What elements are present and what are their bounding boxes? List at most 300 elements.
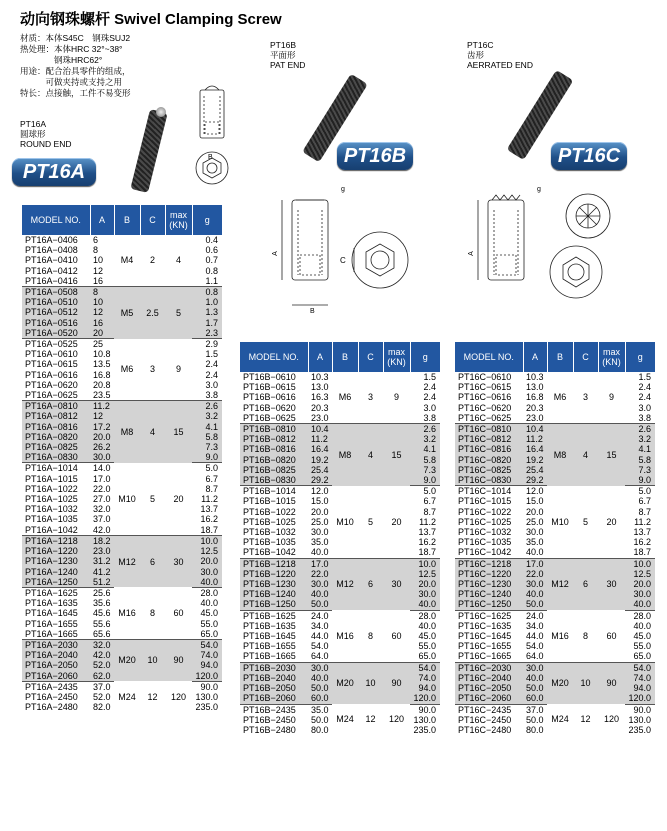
cell-g: 2.6: [625, 424, 655, 435]
cell-a: 11.2: [308, 434, 332, 444]
cell-g: 12.5: [410, 569, 440, 579]
cell-a: 23.5: [93, 390, 111, 401]
cell-model: PT16A−0816: [22, 422, 90, 432]
cell-max: 90: [598, 662, 625, 704]
cell-a: 16: [93, 275, 104, 286]
cell-model: PT16C−1220: [455, 569, 523, 579]
col-header-a: A: [90, 205, 114, 235]
cell-a: 52.0: [90, 660, 114, 670]
cell-model: PT16B−1218: [240, 558, 308, 569]
cell-a: 29.2: [308, 475, 332, 486]
cell-model: PT16A−1022: [25, 483, 78, 494]
cell-c: 3: [367, 392, 373, 403]
cell-b: M10: [118, 493, 136, 504]
cell-model: PT16C−2060: [455, 693, 523, 704]
cell-g: 16.2: [633, 537, 651, 548]
cell-model: PT16C−1035: [458, 537, 512, 548]
cell-g: 1.7: [192, 318, 222, 328]
cell-a: 18.2: [90, 535, 114, 546]
cell-b: M20: [332, 662, 358, 704]
cell-model: PT16B−1032: [243, 527, 296, 538]
cell-a: 16.3: [311, 392, 329, 403]
cell-b: M8: [332, 424, 358, 486]
cell-model: PT16A−1015: [25, 473, 78, 484]
cell-g: 20.0: [625, 579, 655, 589]
cell-a: 10.3: [311, 372, 329, 382]
col-header-model: MODEL NO.: [22, 205, 90, 235]
cell-model: PT16B−1015: [243, 496, 296, 507]
spec-notes: [20, 33, 131, 99]
cell-a: 54.0: [311, 641, 329, 652]
cell-g: 11.2: [634, 516, 651, 527]
cell-a: 10.4: [523, 424, 547, 435]
cell-a: 44.0: [311, 631, 329, 642]
col-header-b: B: [114, 205, 140, 235]
product-badge-a: PT16A: [12, 158, 96, 186]
table-row: [22, 401, 222, 412]
cell-model: PT16C−1240: [455, 589, 523, 599]
cell-model: PT16C−1230: [455, 579, 523, 589]
cell-a: 22.0: [523, 569, 547, 579]
table-row: [455, 704, 655, 715]
cell-model: PT16A−0412: [25, 265, 78, 276]
cell-model: PT16B−1665: [243, 651, 296, 662]
cell-b: M8: [547, 424, 573, 486]
cell-a: 55.6: [93, 618, 111, 629]
cell-model: PT16A−0830: [22, 452, 90, 463]
cell-model: PT16A−1625: [25, 587, 78, 598]
cell-model: PT16C−0620: [458, 402, 512, 413]
table-row: [240, 662, 440, 673]
cell-c: 5: [149, 493, 155, 504]
cell-model: PT16A−1014: [25, 463, 78, 474]
cell-c: 12: [365, 714, 376, 725]
cell-a: 40.0: [308, 673, 332, 683]
cell-model: PT16C−1218: [455, 558, 523, 569]
cell-model: PT16A−1042: [25, 524, 78, 535]
cell-max: 9: [608, 392, 614, 403]
cell-g: 10.0: [625, 558, 655, 569]
cell-model: PT16C−1022: [458, 506, 512, 517]
cell-model: PT16B−1240: [240, 589, 308, 599]
cell-g: 55.0: [200, 618, 218, 629]
cell-a: 62.0: [90, 671, 114, 682]
cell-model: PT16C−0816: [455, 444, 523, 454]
cell-g: 74.0: [192, 650, 222, 660]
cell-a: 16.8: [93, 369, 111, 380]
cell-model: PT16A−1655: [25, 618, 78, 629]
cell-b: M6: [553, 392, 567, 403]
cell-model: PT16B−0620: [243, 402, 296, 413]
cell-model: PT16B−1025: [243, 516, 296, 527]
cell-g: 28.0: [418, 610, 436, 621]
cell-g: 40.0: [410, 599, 440, 610]
cell-max: 20: [391, 516, 402, 527]
cell-g: 28.0: [200, 587, 218, 598]
cell-a: 20.3: [526, 402, 544, 413]
cell-g: 2.4: [638, 382, 651, 393]
cell-model: PT16C−0820: [455, 455, 523, 465]
cell-model: PT16A−0610: [25, 349, 78, 360]
cell-a: 8: [90, 287, 114, 298]
cell-model: PT16C−1655: [458, 641, 512, 652]
cell-model: PT16C−2450: [458, 714, 512, 725]
cell-b: M4: [120, 255, 134, 266]
cell-a: 30.0: [523, 579, 547, 589]
cell-g: 16.2: [200, 514, 218, 525]
cell-g: 9.0: [625, 475, 655, 486]
cell-a: 8: [93, 245, 99, 256]
col-header-max: max (KN): [598, 342, 625, 372]
cell-g: 5.8: [410, 455, 440, 465]
cell-model: PT16C−0610: [458, 372, 512, 382]
cell-g: 45.0: [633, 631, 651, 642]
cell-g: 65.0: [633, 651, 651, 662]
table-row: [240, 610, 440, 621]
cell-g: 1.5: [423, 372, 436, 382]
cell-a: 44.0: [526, 631, 544, 642]
cell-g: 65.0: [418, 651, 436, 662]
cell-g: 2.4: [205, 369, 218, 380]
cell-g: 2.4: [638, 392, 651, 403]
cell-a: 12: [93, 265, 104, 276]
cell-model: PT16C−0625: [458, 412, 512, 423]
cell-a: 35.0: [311, 704, 329, 715]
cell-model: PT16A−1665: [25, 628, 78, 639]
cell-model: PT16B−1655: [243, 641, 296, 652]
cell-c: 10: [573, 662, 598, 704]
col-header-b: B: [547, 342, 573, 372]
cell-model: PT16A−1645: [25, 608, 78, 619]
cell-model: PT16A−0520: [22, 328, 90, 339]
cell-model: PT16C−1625: [458, 610, 512, 621]
cell-model: PT16A−2060: [22, 671, 90, 682]
drawing-b: [272, 180, 422, 325]
cell-g: 1.5: [638, 372, 651, 382]
table-row: [240, 372, 440, 382]
cell-model: PT16C−2050: [455, 683, 523, 693]
col-header-c: C: [573, 342, 598, 372]
cell-c: 4: [358, 424, 383, 486]
cell-a: 50.0: [308, 599, 332, 610]
cell-g: 90.0: [633, 704, 651, 715]
cell-g: 8.7: [638, 506, 651, 517]
cell-a: 82.0: [93, 702, 111, 713]
cell-b: M12: [114, 535, 140, 587]
product-code: PT16C: [467, 40, 494, 50]
cell-g: 3.8: [638, 412, 651, 423]
cell-a: 17.0: [308, 558, 332, 569]
cell-model: PT16C−0810: [455, 424, 523, 435]
cell-g: 18.7: [418, 547, 436, 558]
cell-model: PT16C−0616: [458, 392, 512, 403]
cell-a: 35.0: [526, 537, 544, 548]
cell-g: 2.6: [410, 424, 440, 435]
cell-b: M6: [338, 392, 352, 403]
cell-a: 45.6: [93, 608, 111, 619]
cell-a: 10: [93, 255, 104, 266]
cell-model: PT16A−2030: [22, 639, 90, 650]
col-header-g: g: [410, 342, 440, 372]
cell-model: PT16C−1014: [458, 486, 512, 497]
cell-max: 30: [165, 535, 192, 587]
cell-g: 12.5: [625, 569, 655, 579]
cell-g: 1.1: [205, 275, 218, 286]
cell-b: M5: [114, 287, 140, 339]
cell-g: 2.9: [205, 339, 218, 350]
cell-a: 10: [90, 297, 114, 307]
cell-model: PT16B−1645: [243, 631, 296, 642]
cell-g: 4.1: [625, 444, 655, 454]
cell-a: 23.0: [311, 412, 329, 423]
cell-model: PT16A−1230: [22, 556, 90, 566]
cell-a: 80.0: [311, 724, 329, 735]
cell-model: PT16B−0812: [240, 434, 308, 444]
cell-model: PT16C−1025: [458, 516, 512, 527]
cell-g: 2.4: [423, 392, 436, 403]
col-header-c: C: [140, 205, 165, 235]
cell-a: 64.0: [526, 651, 544, 662]
cell-b: M24: [118, 691, 136, 702]
cell-c: 4: [140, 401, 165, 463]
cell-max: 5: [165, 287, 192, 339]
cell-g: 0.8: [192, 287, 222, 298]
cell-a: 17.2: [90, 422, 114, 432]
cell-g: 235.0: [413, 724, 436, 735]
cell-model: PT16A−2435: [25, 681, 78, 692]
table-row: [240, 424, 440, 435]
cell-model: PT16C−1645: [458, 631, 512, 642]
cell-model: PT16A−0615: [25, 359, 78, 370]
cell-g: 30.0: [410, 589, 440, 599]
table-row: [240, 558, 440, 569]
product-name-cn: 平面形: [270, 50, 296, 60]
cell-model: PT16C−2435: [458, 704, 512, 715]
cell-a: 19.2: [308, 455, 332, 465]
cell-g: 54.0: [410, 662, 440, 673]
cell-a: 25.0: [311, 516, 329, 527]
cell-max: 60: [391, 630, 402, 641]
cell-g: 11.2: [201, 494, 218, 505]
cell-max: 60: [606, 630, 617, 641]
cell-g: 1.5: [205, 349, 218, 360]
cell-b: M16: [118, 608, 136, 619]
screw-photo-a: [130, 109, 167, 193]
cell-a: 40.0: [526, 547, 544, 558]
spec-line: 钢珠HRC62°: [20, 55, 103, 65]
cell-model: PT16A−1025: [25, 494, 78, 505]
cell-a: 25.4: [523, 465, 547, 475]
cell-b: M20: [114, 639, 140, 681]
cell-model: PT16A−1250: [22, 577, 90, 588]
cell-a: 30.0: [308, 579, 332, 589]
cell-model: PT16A−2040: [22, 650, 90, 660]
cell-g: 5.0: [205, 463, 218, 474]
cell-a: 40.0: [523, 673, 547, 683]
cell-model: PT16B−2030: [240, 662, 308, 673]
cell-model: PT16A−1240: [22, 567, 90, 577]
cell-model: PT16A−0825: [22, 442, 90, 452]
cell-g: 8.7: [423, 506, 436, 517]
cell-a: 35.6: [93, 598, 111, 609]
cell-model: PT16A−0512: [22, 307, 90, 317]
cell-g: 4.1: [192, 422, 222, 432]
cell-a: 12: [90, 307, 114, 317]
cell-g: 12.5: [192, 546, 222, 556]
cell-g: 6.7: [638, 496, 651, 507]
cell-model: PT16A−1220: [22, 546, 90, 556]
cell-model: PT16B−1250: [240, 599, 308, 610]
table-row: [22, 287, 222, 298]
product-caption-b: [270, 40, 305, 70]
cell-a: 50.0: [311, 714, 329, 725]
cell-b: M16: [551, 630, 569, 641]
cell-b: M12: [332, 558, 358, 610]
cell-a: 80.0: [526, 724, 544, 735]
cell-model: PT16B−2435: [243, 704, 296, 715]
cell-model: PT16A−1035: [25, 514, 78, 525]
cell-model: PT16B−1014: [243, 486, 296, 497]
cell-model: PT16C−1635: [458, 620, 512, 631]
cell-a: 37.0: [526, 704, 544, 715]
cell-c: 6: [358, 558, 383, 610]
cell-model: PT16B−0625: [243, 412, 296, 423]
cell-a: 30.0: [311, 527, 329, 538]
cell-a: 17.0: [523, 558, 547, 569]
cell-c: 2.5: [140, 287, 165, 339]
cell-model: PT16C−2480: [458, 724, 512, 735]
cell-model: PT16C−0830: [455, 475, 523, 486]
cell-a: 12.0: [311, 486, 329, 497]
table-row: [22, 235, 222, 245]
cell-g: 5.0: [423, 486, 436, 497]
cell-g: 20.0: [192, 556, 222, 566]
cell-a: 17.0: [93, 473, 111, 484]
cell-max: 15: [165, 401, 192, 463]
cell-max: 9: [175, 364, 181, 375]
cell-a: 37.0: [93, 514, 111, 525]
cell-g: 30.0: [192, 567, 222, 577]
cell-c: 10: [358, 662, 383, 704]
spec-table-pt16c: [455, 342, 655, 735]
cell-a: 12: [90, 411, 114, 421]
spec-table-pt16a: [22, 205, 222, 712]
spec-line: 热处理：本体HRC 32°~38°: [20, 44, 123, 54]
cell-model: PT16A−2050: [22, 660, 90, 670]
cell-a: 10.3: [526, 372, 544, 382]
cell-g: 3.0: [205, 379, 218, 390]
cell-model: PT16B−1022: [243, 506, 296, 517]
cell-model: PT16B−2060: [240, 693, 308, 704]
cell-model: PT16A−1032: [25, 504, 78, 515]
cell-a: 16: [90, 318, 114, 328]
cell-c: 8: [367, 630, 373, 641]
cell-a: 15.0: [526, 496, 544, 507]
cell-model: PT16A−0416: [25, 275, 78, 286]
dim-label-g: g: [537, 186, 541, 193]
dim-label-g: g: [341, 186, 345, 193]
cell-g: 16.2: [418, 537, 436, 548]
cell-g: 7.3: [192, 442, 222, 452]
cell-max: 15: [598, 424, 625, 486]
cell-a: 37.0: [93, 681, 111, 692]
cell-a: 25.0: [526, 516, 544, 527]
product-code: PT16B: [270, 40, 296, 50]
cell-a: 34.0: [311, 620, 329, 631]
dim-label-a: A: [271, 251, 279, 256]
cell-model: PT16A−0406: [25, 235, 78, 245]
cell-g: 55.0: [633, 641, 651, 652]
cell-a: 25.4: [308, 465, 332, 475]
cell-g: 13.7: [418, 527, 436, 538]
cell-a: 11.2: [523, 434, 547, 444]
cell-model: PT16B−1625: [243, 610, 296, 621]
table-row: [455, 610, 655, 621]
cell-g: 90.0: [418, 704, 436, 715]
cell-a: 50.0: [523, 683, 547, 693]
cell-model: PT16A−0616: [25, 369, 78, 380]
table-row: [240, 486, 440, 497]
cell-model: PT16A−0508: [22, 287, 90, 298]
cell-max: 60: [173, 608, 184, 619]
cell-a: 23.0: [90, 546, 114, 556]
cell-a: 42.0: [90, 650, 114, 660]
cell-a: 13.0: [311, 382, 329, 393]
cell-g: 94.0: [625, 683, 655, 693]
cell-g: 4.1: [410, 444, 440, 454]
product-name-en: PAT END: [270, 60, 306, 70]
table-body: [240, 372, 440, 735]
cell-a: 25.6: [93, 587, 111, 598]
cell-max: 120: [388, 714, 405, 725]
cell-g: 30.0: [625, 589, 655, 599]
cell-c: 4: [573, 424, 598, 486]
cell-model: PT16C−1015: [458, 496, 512, 507]
cell-model: PT16B−0810: [240, 424, 308, 435]
cell-a: 10.4: [308, 424, 332, 435]
cell-model: PT16B−2050: [240, 683, 308, 693]
cell-model: PT16C−2030: [455, 662, 523, 673]
cell-c: 6: [573, 558, 598, 610]
cell-c: 8: [149, 608, 155, 619]
col-header-model: MODEL NO.: [240, 342, 308, 372]
cell-a: 30.0: [526, 527, 544, 538]
cell-b: M24: [551, 714, 569, 725]
table-body: [22, 235, 222, 712]
cell-a: 40.0: [523, 589, 547, 599]
col-header-g: g: [192, 205, 222, 235]
col-header-max: max (KN): [165, 205, 192, 235]
cell-a: 20.3: [311, 402, 329, 413]
cell-g: 3.8: [205, 390, 218, 401]
cell-g: 74.0: [625, 673, 655, 683]
cell-g: 9.0: [410, 475, 440, 486]
cell-g: 1.0: [192, 297, 222, 307]
cell-g: 74.0: [410, 673, 440, 683]
table-row: [455, 662, 655, 673]
cell-max: 30: [383, 558, 410, 610]
cell-model: PT16B−0610: [243, 372, 296, 382]
cell-a: 16.4: [523, 444, 547, 454]
cell-model: PT16B−0816: [240, 444, 308, 454]
table-row: [240, 704, 440, 715]
cell-g: 65.0: [200, 628, 218, 639]
cell-g: 0.6: [205, 245, 218, 256]
cell-a: 40.0: [311, 547, 329, 558]
cell-g: 3.2: [192, 411, 222, 421]
cell-a: 20.8: [93, 379, 111, 390]
col-header-max: max (KN): [383, 342, 410, 372]
